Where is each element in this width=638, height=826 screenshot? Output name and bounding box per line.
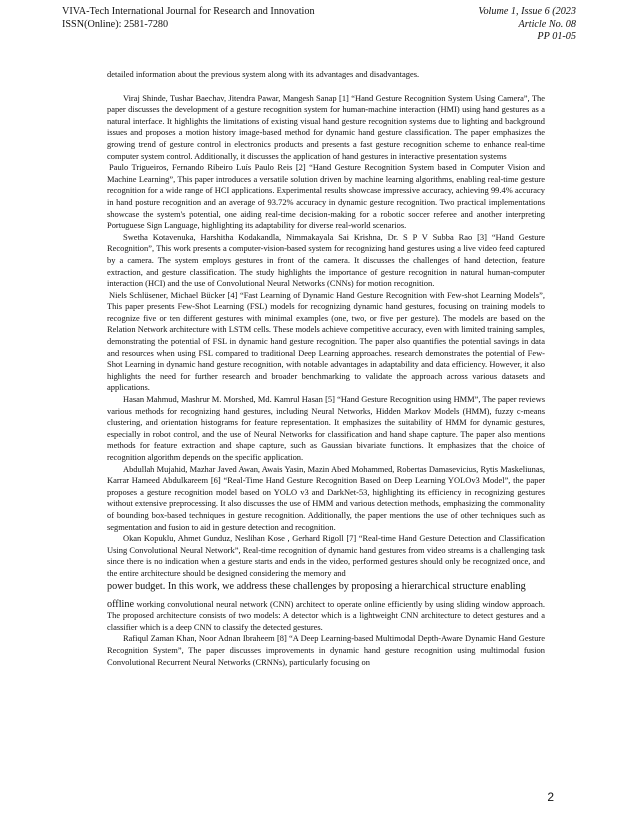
paragraph-ref-7-tail (107, 599, 545, 634)
paragraph-ref-8: Rafiqul Zaman Khan, Noor Adnan Ibraheem [8] “A Deep Learning-based Multimodal Depth-Aware Dynamic Hand Gesture Recognition System”, The paper discusses improvements in dynamic hand gesture recognition using multimodal fusion Convolutional Recurrent Neural Networks (CRNNs), particularly focusing on (107, 633, 545, 667)
paragraph-ref-2: Paulo Trigueiros, Fernando Ribeiro Luís Paulo Reis [2] “Hand Gesture Recognition System based in Computer Vision and Machine Learning”, This paper introduces a versatile solution driven by machine learning algorithms, enabling real-time gesture recognition for a wide range of HCI applications. Experimental results showcase impressive accuracy, achieving 99.4% accuracy in hand posture recognition and an average of 93.72% accuracy in dynamic gesture recognition. Two practical implementations showcase the system's potential, one aiding real-time decision-making for a robotic soccer referee and another interpreting Portuguese Sign Language, highlighting its adaptability for diverse real-world scenarios. (107, 162, 545, 231)
paragraph-ref-5: Hasan Mahmud, Mashrur M. Morshed, Md. Kamrul Hasan [5] “Hand Gesture Recognition using HMM”, The paper reviews various methods for recognizing hand gestures, including Neural Networks, Hidden Markov Models (HMM), fuzzy c-means clustering, and orientation histograms for feature representation. It emphasizes the suitability of HMM for dynamic gestures, especially in robot control, and the use of Neural Networks for classification and hand shape capture. The paper also mentions methods for feature extraction and shape capture, such as Gaussian bivariate functions. It emphasizes that the choice of recognition algorithm depends on the specific application. (107, 394, 545, 462)
issn: ISSN(Online): 2581-7280 (62, 18, 169, 30)
page-number: 2 (547, 790, 554, 804)
paragraph-ref-6: Abdullah Mujahid, Mazhar Javed Awan, Awais Yasin, Mazin Abed Mohammed, Robertas Damasevicius, Rytis Maskeliunas, Karrar Hameed Abdulkareem [6] “Real-Time Hand Gesture Recognition Based on Deep Learning YOLOv3 Model”, the paper proposes a gesture recognition model based on YOLO v3 and DarkNet-53, highlighting its efficiency in recognizing gestures without extensive preprocessing. It also discusses the use of HMM and various detection methods, emphasizing the commonality of bounding box-based techniques in gesture recognition. Additionally, the paper mentions the use of other techniques such as segmentation and fusion to aid in gesture detection and recognition. (107, 463, 545, 532)
paragraph-ref-7-continued: power budget. In this work, we address these challenges by proposing a hierarchical structure enabling (107, 580, 526, 592)
page-range: PP 01-05 (537, 31, 576, 42)
paragraph-ref-7: Okan Kopuklu, Ahmet Gunduz, Neslihan Kose , Gerhard Rigoll [7] “Real-time Hand Gesture Detection and Classification Using Convolutional Neural Network”, Real-time recognition of dynamic hand gestures from video streams is a challenging task since there is no indication when a gesture starts and ends in the video, performed gestures should only be recognized once, and the entire architecture should be designed considering the memory and (107, 533, 545, 578)
offline-word: offline (107, 598, 134, 610)
header-right (478, 6, 576, 44)
paragraph-intro-end: detailed information about the previous system along with its advantages and disadvantages. (107, 69, 420, 79)
paragraph-ref-1: Viraj Shinde, Tushar Baechav, Jitendra Pawar, Mangesh Sanap [1] “Hand Gesture Recognition System Using Camera”, The paper discusses the development of a gesture recognition system for human-machine interaction (HMI) using hand gestures as a natural interface. It highlights the limitations of existing visual hand gesture recognition systems due to lighting and background issues and proposes a motion history image-based method for dynamic hand gesture classification. The paper emphasizes the growing trend of gesture control in electronics products and presents a fast gesture recognition scheme to enhance real-time computer system control. Additionally, it discusses the application of hand gestures in interactive presentation systems (107, 92, 545, 161)
paragraph-ref-3: Swetha Kotavenuka, Harshitha Kodakandla, Nimmakayala Sai Krishna, Dr. S P V Subba Rao [3] “Hand Gesture Recognition”, This work presents a computer-vision-based system for recognizing hand gestures using a live video feed captured by a camera. The system employs gestures in front of the camera. It discusses the challenges of hand detection, feature extraction, and gesture classification. The study highlights the importance of gesture recognition in natural human-computer interaction (HCI) and the use of Convolutional Neural Networks (CNNs) for motion recognition. (107, 231, 545, 289)
page-header (62, 6, 576, 50)
paragraph-ref-7-tail-text: working convolutional neural network (CNN) architect to operate online efficiently by using sliding window approach. The proposed architecture consists of two models: A detector which is a lightweight CNN architecture to detect gestures and a classifier which is a deep CNN to classify the detected gestures. (107, 598, 545, 632)
journal-title: VIVA-Tech International Journal for Research and Innovation (62, 6, 315, 17)
article-number: Article No. 08 (518, 18, 576, 30)
paragraph-ref-4: Niels Schlüsener, Michael Bücker [4] “Fast Learning of Dynamic Hand Gesture Recognition with Few-shot Learning Models”, This paper presents Few-Shot Learning (FSL) models for recognizing dynamic hand gestures, focusing on training models to recognize five or ten different gestures with minimal examples (one, two, or five per gesture). The models are based on the Relation Network architecture with LSTM cells. These models achieve competitive accuracy, even with limited training samples, demonstrating the potential of FSL in dynamic hand gesture recognition. The paper also quantifies the potential savings in data and resources when using FSL compared to traditional Deep Learning approaches. research demonstrates the potential of Few-Shot Learning in dynamic hand gesture recognition, with notable advantages in adaptability and data efficiency. However, it also highlights the need for further research and broader benchmarking to validate the approach across various datasets and applications. (107, 289, 545, 393)
volume-issue: Volume 1, Issue 6 (2023 (478, 6, 576, 17)
body-text (107, 69, 545, 668)
header-left (62, 6, 315, 31)
